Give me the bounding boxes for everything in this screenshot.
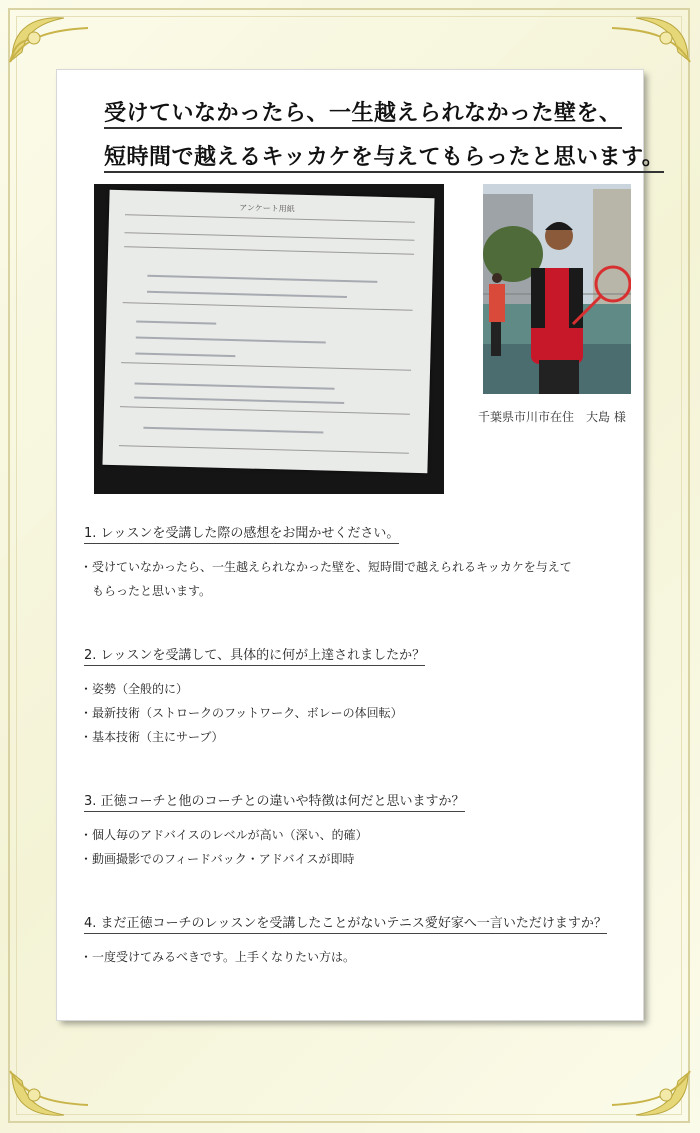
corner-ornament-icon [606,1065,696,1125]
survey-title: アンケート用紙 [239,203,295,214]
answer-2-line-1: ・姿勢（全般的に） [80,682,189,696]
question-4: 4. まだ正徳コーチのレッスンを受講したことがないテニス愛好家へ一言いただけますか？ [84,912,607,931]
answer-2-line-2: ・最新技術（ストロークのフットワーク、ボレーの体回転） [80,706,403,720]
customer-photo [483,184,631,394]
answer-2-line-3: ・基本技術（主にサーブ） [80,730,224,744]
question-3: 3. 正徳コーチと他のコーチとの違いや特徴は何だと思いますか？ [84,790,465,809]
answer-1-line-1: ・受けていなかったら、一生越えられなかった壁を、短時間で越えられるキッカケを与えて [80,560,572,574]
corner-ornament-icon [606,8,696,68]
question-1: 1. レッスンを受講した際の感想をお聞かせください。 [84,522,399,541]
corner-ornament-icon [4,8,94,68]
question-2: 2. レッスンを受講して、具体的に何が上達されましたか？ [84,644,425,663]
answer-3-line-1: ・個人毎のアドバイスのレベルが高い（深い、的確） [80,828,368,842]
survey-paper [102,190,434,473]
survey-sheet-photo [94,184,444,494]
answer-3-line-2: ・動画撮影でのフィードバック・アドバイスが即時 [80,852,355,866]
answer-1-line-2: もらったと思います。 [80,584,212,598]
headline-line-2: 短時間で越えるキッカケを与えてもらったと思います。 [104,140,624,171]
corner-ornament-icon [4,1065,94,1125]
headline-line-1: 受けていなかったら、一生越えられなかった壁を、 [104,96,624,127]
photo-caption: 千葉県市川市在住 大島 様 [478,410,626,424]
answer-4-line-1: ・一度受けてみるべきです。上手くなりたい方は。 [80,950,356,964]
